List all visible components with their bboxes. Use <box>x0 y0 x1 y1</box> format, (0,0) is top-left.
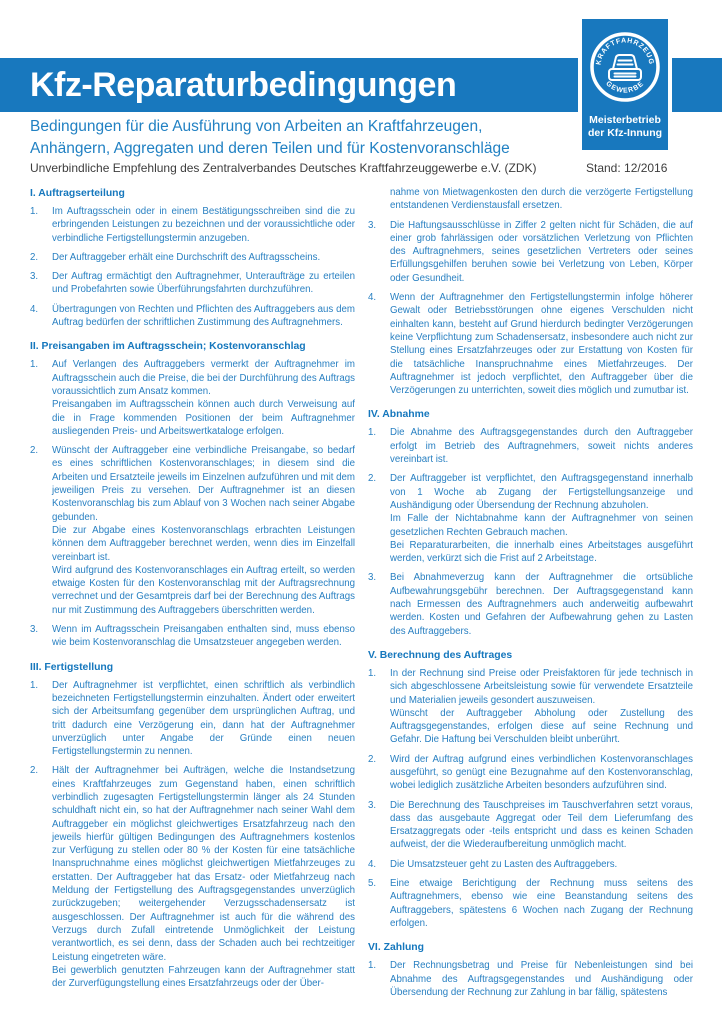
item-number: 1. <box>30 679 39 691</box>
paragraph: Der Auftraggeber ist verpflichtet, den Auftragsgegenstand innerhalb von 1 Woche ab Zugang der Fertigstellungsanzeige und Aushändigung oder Übersendung der Rechnung abzuholen. <box>390 473 693 511</box>
page-title: Kfz-Reparaturbedingungen <box>30 65 457 104</box>
item-number <box>368 186 390 213</box>
item-number: 3. <box>30 624 39 636</box>
section-heading: III. Fertigstellung <box>30 661 114 673</box>
item-number: 1. <box>368 960 377 972</box>
item-number: 2. <box>30 251 39 263</box>
paragraph: Die Umsatzsteuer geht zu Lasten des Auftraggebers. <box>390 858 618 870</box>
item-text <box>52 623 355 650</box>
item-text <box>52 764 355 990</box>
numbered-item <box>30 623 355 650</box>
numbered-item <box>30 358 355 438</box>
item-text <box>390 799 693 852</box>
item-number: 3. <box>368 572 377 584</box>
paragraph: Die Haftungsausschlüsse in Ziffer 2 gelten nicht für Schäden, die auf einer grob fahrlässigen oder vorsätzlichen Verletzung von Pflichten des Auftragnehmers, seines gesetzlichen Vertreters oder seines Erfüllungsgehilfen beruhen sowie bei Verletzung von Leben, Körper oder Gesundheit. <box>390 219 693 284</box>
paragraph: Wenn im Auftragsschein Preisangaben enthalten sind, muss ebenso wie beim Kostenvoranschlag die Umsatzsteuer angegeben werden. <box>52 624 355 649</box>
item-text <box>52 251 355 264</box>
paragraph: Übertragungen von Rechten und Pflichten des Auftraggebers aus dem Auftrag bedürfen der schriftlichen Zustimmung des Auftragnehmers. <box>52 303 355 329</box>
numbered-item <box>368 959 693 999</box>
paragraph: Wird aufgrund des Kostenvoranschlages ein Auftrag erteilt, so werden etwaige Kosten für den Kostenvoranschlag mit der Auftragsrechnung verrechnet und der Gesamtpreis darf bei der Berechnung des Auftrags nur mit Zustimmung des Auftraggebers überschritten werden. <box>52 564 355 616</box>
paragraph: Eine etwaige Berichtigung der Rechnung muss seitens des Auftragnehmers, ebenso wie eine Beanstandung seitens des Auftraggebers, spätestens 6 Wochen nach Zugang der Rechnung erfolgen. <box>390 878 693 929</box>
item-text <box>390 571 693 637</box>
numbered-item <box>30 444 355 617</box>
item-number: 4. <box>368 292 377 304</box>
item-number: 4. <box>368 858 377 870</box>
numbered-item <box>30 679 355 759</box>
item-text <box>52 205 355 245</box>
item-text <box>390 667 693 747</box>
paragraph: Wünscht der Auftraggeber Abholung oder Zustellung des Auftragsgegenstandes, erfolgen diese auf seine Rechnung und Gefahr. Die Haftung bei Verschulden bleibt unberührt. <box>390 707 693 746</box>
paragraph: Wenn der Auftragnehmer den Fertigstellungstermin infolge höherer Gewalt oder Betriebsstörungen ohne eigenes Verschulden nicht einhalten kann, besteht auf Grund hierdurch bedingter Verzögerungen keine Verpflichtung zum Schadensersatz, insbesondere auch nicht zur Stellung eines Ersatzfahrzeuges oder zur Erstattung von Kosten für die tatsächliche Inanspruchnahme eines Mietfahrzeuges. Der Auftragnehmer ist jedoch verpflichtet, den Auftraggeber über die Verzögerungen zu unterrichten, soweit dies möglich und zumutbar ist. <box>390 292 693 397</box>
badge-label <box>582 114 668 139</box>
item-text <box>52 358 355 438</box>
item-text <box>390 959 693 999</box>
svg-text:GEWERBE <box>604 80 645 94</box>
section-heading: VI. Zahlung <box>368 942 424 954</box>
badge-label-line2: der Kfz-Innung <box>587 126 663 139</box>
section-heading: IV. Abnahme <box>368 409 430 421</box>
paragraph: Der Auftraggeber erhält eine Durchschrift des Auftragsscheins. <box>52 251 321 263</box>
item-text <box>390 753 693 793</box>
paragraph: Die Berechnung des Tauschpreises im Tauschverfahren setzt voraus, dass das ausgebaute Aggregat oder Teil dem Lieferumfang des Ersatzaggregats oder -teils entspricht und dass es keinen Schaden aufweist, der die Wiederaufbereitung unmöglich macht. <box>390 799 693 851</box>
kfz-gewerbe-badge <box>578 15 672 154</box>
paragraph: Wünscht der Auftraggeber eine verbindliche Preisangabe, so bedarf es eines schriftlichen Kostenvoranschlages; in diesem sind die Arbeiten und Ersatzteile jeweils im Einzelnen aufzuführen und mit dem jeweiligen Preis zu versehen. Der Auftragnehmer ist an diesen Kostenvoranschlag bis zum Ablauf von 3 Wochen nach seiner Abgabe gebunden. <box>52 445 355 523</box>
item-text <box>390 186 693 213</box>
badge-arc-text-top: KRAFTFAHRZEUG <box>595 37 655 66</box>
numbered-item <box>368 571 693 637</box>
paragraph: Bei Abnahmeverzug kann der Auftragnehmer die ortsübliche Aufbewahrungsgebühr berechnen. Der Auftragsgegenstand kann nach Ermessen des Auftragnehmers auch anderweitig aufbewahrt werden. Kosten und Gefahren der Aufbewahrung gehen zu Lasten des Auftraggebers. <box>390 572 693 637</box>
left-column <box>30 186 355 1005</box>
item-text <box>52 303 355 330</box>
paragraph: Im Falle der Nichtabnahme kann der Auftragnehmer von seinen gesetzlichen Rechten Gebrauch machen. <box>390 513 693 538</box>
item-number: 2. <box>30 765 39 777</box>
numbered-item <box>30 205 355 245</box>
paragraph: Bei Reparaturarbeiten, die innerhalb eines Arbeitstages ausgeführt werden, verkürzt sich die Frist auf 2 Arbeitstage. <box>390 539 693 565</box>
section-heading: I. Auftragserteilung <box>30 188 125 199</box>
item-number: 3. <box>30 271 39 283</box>
paragraph: Auf Verlangen des Auftraggebers vermerkt der Auftragnehmer im Auftragsschein auch die Preise, die bei der Durchführung des Auftrags voraussichtlich zum Ansatz kommen. <box>52 359 355 397</box>
paragraph: Bei gewerblich genutzten Fahrzeugen kann der Auftragnehmer statt der Zurverfügungstellung eines Ersatzfahrzeugs oder der Über- <box>52 964 355 990</box>
item-text <box>390 291 693 397</box>
kfz-gewerbe-logo <box>582 19 668 115</box>
item-number: 4. <box>30 303 39 315</box>
item-number: 2. <box>30 445 39 457</box>
item-number: 2. <box>368 473 377 485</box>
paragraph: In der Rechnung sind Preise oder Preisfaktoren für jede technisch in sich abgeschlossene Arbeitsleistung sowie für verwendete Ersatzteile und Materialien jeweils gesondert auszuweisen. <box>390 667 693 706</box>
item-number: 1. <box>30 206 39 217</box>
text-columns <box>30 186 694 1005</box>
numbered-item <box>368 472 693 565</box>
paragraph: Hält der Auftragnehmer bei Aufträgen, welche die Instandsetzung eines Kraftfahrzeuges zum Gegenstand haben, einen schriftlich verbindlich zugesagten Fertigstellungstermin länger als 24 Stunden schuldhaft nicht ein, so hat der Auftragnehmer nach seiner Wahl dem Auftraggeber ein möglichst gleichwertiges Ersatzfahrzeug nach den jeweils hierfür gültigen Bedingungen des Auftragnehmers kostenlos zur Verfügung zu stellen oder 80 % der Kosten für eine tatsächliche Inanspruchnahme eines möglichst gleichwertigen Mietfahrzeuges zu erstatten. Der Auftraggeber hat das Ersatz- oder Mietfahrzeug nach Meldung der Fertigstellung des Auftragsgegenstandes unverzüglich zurückzugeben; weitergehender Verzugsschadensersatz ist ausgeschlossen. Der Auftragnehmer ist auch für die während des Verzugs durch Zufall eintretende Unmöglichkeit der Leistung verantwortlich, es sei denn, dass der Schaden auch bei rechtzeitiger Leistung eingetreten wäre. <box>52 765 355 963</box>
recommendation-note: Unverbindliche Empfehlung des Zentralverbandes Deutsches Kraftfahrzeuggewerbe e.V. (ZDK) <box>30 161 537 175</box>
item-text <box>52 270 355 297</box>
subtitle-line2: Anhängern, Aggregaten und deren Teilen und für Kostenvoranschläge <box>30 139 510 157</box>
version-date: Stand: 12/2016 <box>586 161 668 175</box>
numbered-item <box>368 219 693 285</box>
item-text <box>390 219 693 285</box>
document-subtitle <box>30 116 510 159</box>
item-number: 2. <box>368 753 377 765</box>
item-text <box>52 444 355 617</box>
paragraph: Der Auftrag ermächtigt den Auftragnehmer, Unteraufträge zu erteilen und Probefahrten sowie Überführungsfahrten durchzuführen. <box>52 271 355 296</box>
numbered-item <box>368 753 693 793</box>
item-text <box>390 472 693 565</box>
item-number: 3. <box>368 799 377 811</box>
item-text <box>390 877 693 930</box>
section-heading: II. Preisangaben im Auftragsschein; Kostenvoranschlag <box>30 341 306 353</box>
numbered-item <box>30 303 355 330</box>
paragraph: Die zur Abgabe eines Kostenvoranschlags erbrachten Leistungen können dem Auftraggeber berechnet werden, wenn dies im Einzelfall vereinbart ist. <box>52 524 355 563</box>
paragraph: Im Auftragsschein oder in einem Bestätigungsschreiben sind die zu erbringenden Leistungen zu bezeichnen und der voraussichtliche oder verbindliche Fertigstellungstermin anzugeben. <box>52 206 355 244</box>
item-number: 1. <box>30 359 39 371</box>
paragraph: Der Auftragnehmer ist verpflichtet, einen schriftlich als verbindlich bezeichneten Fertigstellungstermin einzuhalten. Ändert oder erweitert sich der Arbeitsumfang gegenüber dem ursprünglichen Auftrag, und tritt dadurch eine Verzögerung ein, dann hat der Auftragnehmer unverzüglich unter Angabe der Gründe einen neuen Fertigstellungstermin zu nennen. <box>52 679 355 758</box>
car-icon <box>609 55 641 80</box>
numbered-item <box>30 270 355 297</box>
paragraph: Die Abnahme des Auftragsgegenstandes durch den Auftraggeber erfolgt im Betrieb des Auftragnehmers, soweit nichts anderes vereinbart ist. <box>390 427 693 466</box>
numbered-item <box>368 877 693 930</box>
paragraph: Der Rechnungsbetrag und Preise für Nebenleistungen sind bei Abnahme des Auftragsgegenstandes und Aushändigung oder Übersendung der Rechnung zur Zahlung in bar fällig, spätestens <box>390 960 693 998</box>
item-number: 1. <box>368 427 377 439</box>
item-number: 3. <box>368 219 377 231</box>
section-heading: V. Berechnung des Auftrages <box>368 649 513 661</box>
numbered-item <box>30 251 355 264</box>
item-text <box>52 679 355 759</box>
item-number: 1. <box>368 667 377 679</box>
numbered-item <box>368 291 693 397</box>
subtitle-line1: Bedingungen für die Ausführung von Arbeiten an Kraftfahrzeugen, <box>30 118 483 135</box>
numbered-item <box>368 799 693 852</box>
item-text <box>390 858 693 871</box>
numbered-item <box>368 858 693 871</box>
continuation-text <box>368 186 693 213</box>
item-text <box>390 426 693 466</box>
paragraph: Wird der Auftrag aufgrund eines verbindlichen Kostenvoranschlages ausgeführt, so genügt eine Bezugnahme auf den Kostenvoranschlag, wobei lediglich zusätzliche Arbeiten besonders aufzuführen sind. <box>390 753 693 792</box>
right-column <box>368 186 693 1005</box>
badge-arc-text-bottom: GEWERBE <box>604 80 646 95</box>
paragraph: Preisangaben im Auftragsschein können auch durch Verweisung auf die in Frage kommenden Positionen der beim Auftragnehmer ausliegenden Preis- und Arbeitswertkataloge erfolgen. <box>52 399 355 437</box>
numbered-item <box>368 426 693 466</box>
badge-label-line1: Meisterbetrieb <box>589 114 661 126</box>
paragraph: nahme von Mietwagenkosten den durch die verzögerte Fertigstellung entstandenen Verdienstausfall ersetzen. <box>390 187 693 212</box>
numbered-item <box>30 764 355 990</box>
numbered-item <box>368 667 693 747</box>
item-number: 5. <box>368 878 377 890</box>
